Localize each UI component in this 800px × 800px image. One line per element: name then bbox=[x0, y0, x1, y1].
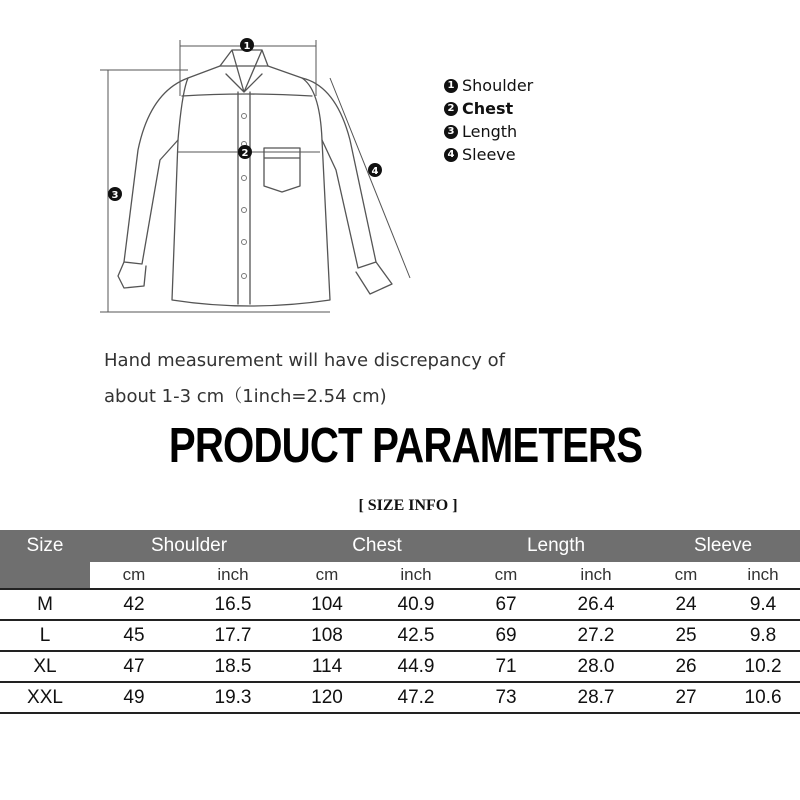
table-cell: 67 bbox=[466, 589, 546, 620]
table-unit-row bbox=[0, 562, 800, 589]
table-cell: 73 bbox=[466, 682, 546, 713]
legend-item-length bbox=[444, 120, 533, 143]
shirt-button bbox=[242, 176, 247, 181]
table-row bbox=[0, 651, 800, 682]
table-cell: 42 bbox=[90, 589, 178, 620]
table-header-row bbox=[0, 530, 800, 562]
marker-1-label: 1 bbox=[243, 41, 251, 52]
unit-header: cm bbox=[288, 562, 366, 589]
table-cell: 24 bbox=[646, 589, 726, 620]
shirt-placket bbox=[238, 92, 250, 304]
table-cell: 104 bbox=[288, 589, 366, 620]
size-cell: XXL bbox=[0, 682, 90, 713]
column-header-sleeve: Sleeve bbox=[646, 530, 800, 562]
unit-header: cm bbox=[466, 562, 546, 589]
table-cell: 10.2 bbox=[726, 651, 800, 682]
shirt-button bbox=[242, 240, 247, 245]
legend-number: 3 bbox=[444, 125, 458, 139]
table-cell: 28.7 bbox=[546, 682, 646, 713]
note-line-1: Hand measurement will have discrepancy of bbox=[104, 350, 506, 371]
table-row bbox=[0, 620, 800, 651]
measurement-note bbox=[104, 343, 624, 415]
marker-4-label: 4 bbox=[371, 166, 379, 177]
size-cell: XL bbox=[0, 651, 90, 682]
shirt-illustration bbox=[0, 0, 800, 330]
shirt-body bbox=[172, 66, 330, 306]
shirt-collar bbox=[220, 50, 268, 92]
shirt-button bbox=[242, 274, 247, 279]
size-table bbox=[0, 530, 800, 714]
table-cell: 71 bbox=[466, 651, 546, 682]
legend-label: Sleeve bbox=[462, 145, 516, 164]
table-cell: 45 bbox=[90, 620, 178, 651]
note-line-2: about 1-3 cm（1inch=2.54 cm) bbox=[104, 386, 387, 407]
table-cell: 69 bbox=[466, 620, 546, 651]
legend-label: Length bbox=[462, 122, 518, 141]
table-cell: 27 bbox=[646, 682, 726, 713]
table-cell: 26 bbox=[646, 651, 726, 682]
table-cell: 19.3 bbox=[178, 682, 288, 713]
table-cell: 49 bbox=[90, 682, 178, 713]
shirt-button bbox=[242, 114, 247, 119]
legend-label: Shoulder bbox=[462, 76, 534, 95]
legend-number: 1 bbox=[444, 79, 458, 93]
shirt-button bbox=[242, 208, 247, 213]
table-cell: 9.8 bbox=[726, 620, 800, 651]
legend-item-chest bbox=[444, 97, 533, 120]
unit-header: inch bbox=[726, 562, 800, 589]
page-title: PRODUCT PARAMETERS bbox=[168, 419, 643, 473]
table-cell: 42.5 bbox=[366, 620, 466, 651]
column-header-size: Size bbox=[0, 530, 90, 562]
legend-item-sleeve bbox=[444, 143, 533, 166]
shirt-left-cuff bbox=[118, 262, 146, 288]
unit-header: inch bbox=[178, 562, 288, 589]
table-cell: 108 bbox=[288, 620, 366, 651]
table-cell: 28.0 bbox=[546, 651, 646, 682]
column-header-length: Length bbox=[466, 530, 646, 562]
shirt-right-sleeve bbox=[302, 78, 376, 268]
sleeve-measure-line bbox=[330, 78, 410, 278]
table-cell: 47 bbox=[90, 651, 178, 682]
legend-label: Chest bbox=[462, 99, 514, 118]
legend-item-shoulder bbox=[444, 74, 533, 97]
table-cell: 18.5 bbox=[178, 651, 288, 682]
table-cell: 9.4 bbox=[726, 589, 800, 620]
marker-2-label: 2 bbox=[241, 148, 249, 159]
unit-header: inch bbox=[546, 562, 646, 589]
table-cell: 120 bbox=[288, 682, 366, 713]
measurement-legend bbox=[444, 74, 533, 166]
table-cell: 26.4 bbox=[546, 589, 646, 620]
unit-spacer bbox=[0, 562, 90, 589]
size-info-subtitle: [ SIZE INFO ] bbox=[358, 497, 458, 514]
table-cell: 27.2 bbox=[546, 620, 646, 651]
table-cell: 16.5 bbox=[178, 589, 288, 620]
table-cell: 10.6 bbox=[726, 682, 800, 713]
marker-3-label: 3 bbox=[111, 190, 119, 201]
unit-header: inch bbox=[366, 562, 466, 589]
size-cell: M bbox=[0, 589, 90, 620]
diagram-markers bbox=[108, 38, 382, 201]
unit-header: cm bbox=[646, 562, 726, 589]
column-header-chest: Chest bbox=[288, 530, 466, 562]
table-row bbox=[0, 589, 800, 620]
table-cell: 47.2 bbox=[366, 682, 466, 713]
table-cell: 17.7 bbox=[178, 620, 288, 651]
unit-header: cm bbox=[90, 562, 178, 589]
table-cell: 114 bbox=[288, 651, 366, 682]
shirt-diagram bbox=[0, 0, 800, 330]
table-cell: 25 bbox=[646, 620, 726, 651]
size-cell: L bbox=[0, 620, 90, 651]
legend-number: 4 bbox=[444, 148, 458, 162]
table-cell: 40.9 bbox=[366, 589, 466, 620]
shirt-pocket bbox=[264, 148, 300, 192]
table-row bbox=[0, 682, 800, 713]
shirt-left-sleeve bbox=[124, 78, 188, 264]
column-header-shoulder: Shoulder bbox=[90, 530, 288, 562]
legend-number: 2 bbox=[444, 102, 458, 116]
shirt-yoke bbox=[182, 94, 312, 96]
table-cell: 44.9 bbox=[366, 651, 466, 682]
